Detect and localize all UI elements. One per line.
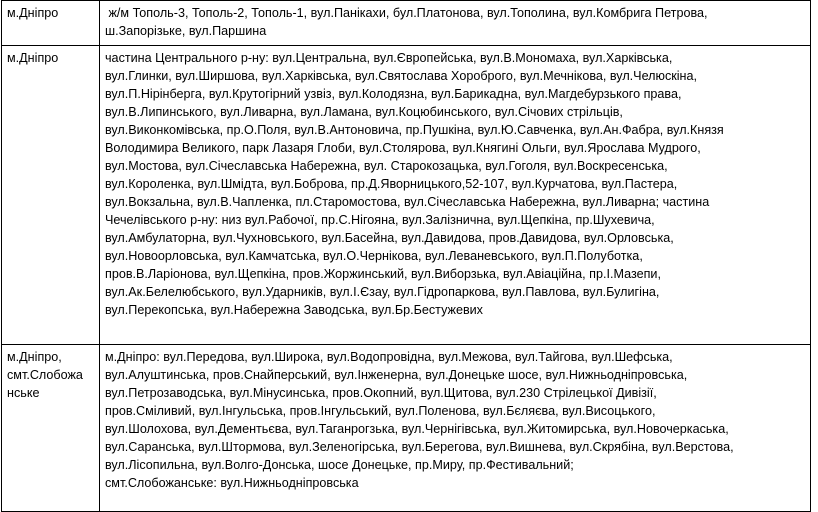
streets-line: вул.Новоорловська, вул.Камчатська, вул.О.Чернікова, вул.Леваневського, вул.П.Полуботка, [105, 249, 643, 263]
streets-table [1, 0, 811, 512]
streets-cell [100, 1, 811, 46]
city-cell [2, 46, 100, 345]
streets-line: вул.В.Липинського, вул.Ливарна, вул.Ламана, вул.Коцюбинського, вул.Січових стрільців, [105, 105, 623, 119]
streets-line: вул.П.Нірінберга, вул.Крутогірний узвіз, вул.Колодязна, вул.Барикадна, вул.Магдебурзького права, [105, 87, 682, 101]
city-cell [2, 345, 100, 512]
streets-line: Володимира Великого, парк Лазаря Глоби, вул.Столярова, вул.Княгині Ольги, вул.Ярослава Мудрого, [105, 141, 701, 155]
city-line: м.Дніпро, [7, 350, 62, 364]
streets-line: вул.Петрозаводська, вул.Мінусинська, пров.Окопний, вул.Щитова, вул.230 Стрілецької Дивізії, [105, 386, 657, 400]
streets-line: вул.Шолохова, вул.Дементьєва, вул.Таганрогзька, вул.Чернігівська, вул.Житомирська, вул.Новочеркаська, [105, 422, 729, 436]
city-line: м.Дніпро [7, 51, 59, 65]
city-line: смт.Слобожа [7, 368, 83, 382]
streets-line: м.Дніпро: вул.Передова, вул.Широка, вул.Водопровідна, вул.Межова, вул.Тайгова, вул.Шефська, [105, 350, 673, 364]
streets-line: вул.Короленка, вул.Шмідта, вул.Боброва, пр.Д.Яворницького,52-107, вул.Курчатова, вул.Пастера, [105, 177, 678, 191]
streets-line: вул.Амбулаторна, вул.Чухновського, вул.Басейна, вул.Давидова, пров.Давидова, вул.Орловська, [105, 231, 674, 245]
streets-cell [100, 46, 811, 345]
streets-line: вул.Виконкомівська, пр.О.Поля, вул.В.Антоновича, пр.Пушкіна, вул.Ю.Савченка, вул.Ан.Фабра, вул.Князя [105, 123, 724, 137]
streets-line: частина Центрального р-ну: вул.Центральна, вул.Європейська, вул.В.Мономаха, вул.Харківська, [105, 51, 673, 65]
city-line: м.Дніпро [7, 6, 59, 20]
city-cell [2, 1, 100, 46]
streets-line: пров.В.Ларіонова, вул.Щепкіна, пров.Жоржинський, вул.Виборзька, вул.Авіаційна, пр.І.Мазепи, [105, 267, 661, 281]
table-row [2, 1, 811, 46]
streets-line: пров.Сміливий, вул.Інгульська, пров.Інгульський, вул.Поленова, вул.Бєляєва, вул.Висоцького, [105, 404, 656, 418]
streets-line: вул.Саранська, вул.Штормова, вул.Зеленогірська, вул.Берегова, вул.Вишнева, вул.Скрябіна, вул.Верстова, [105, 440, 734, 454]
streets-line: вул.Ак.Белелюбського, вул.Ударників, вул.І.Єзау, вул.Гідропаркова, вул.Павлова, вул.Булигіна, [105, 285, 660, 299]
streets-line: ш.Запорізьке, вул.Паршина [105, 24, 267, 38]
streets-line: вул.Мостова, вул.Січеславська Набережна, вул. Старокозацька, вул.Гоголя, вул.Воскресенська, [105, 159, 668, 173]
streets-line: вул.Вокзальна, вул.В.Чапленка, пл.Старомостова, вул.Січеславська Набережна, вул.Ливарна; частина [105, 195, 710, 209]
streets-line: вул.Глинки, вул.Ширшова, вул.Харківська, вул.Святослава Хороброго, вул.Мечнікова, вул.Челюскіна, [105, 69, 698, 83]
table-row [2, 46, 811, 345]
streets-line: вул.Лісопильна, вул.Волго-Донська, шосе Донецьке, пр.Миру, пр.Фестивальний; [105, 458, 574, 472]
city-line: нське [7, 386, 40, 400]
streets-line: вул.Алуштинська, пров.Снайперський, вул.Інженерна, вул.Донецьке шосе, вул.Нижньодніпровська, [105, 368, 688, 382]
table-row [2, 345, 811, 512]
streets-line: ж/м Тополь-3, Тополь-2, Тополь-1, вул.Панікахи, бул.Платонова, вул.Тополина, вул.Комбрига Петрова, [105, 6, 708, 20]
streets-line: Чечелівського р-ну: низ вул.Рабочої, пр.С.Нігояна, вул.Залізнична, вул.Щепкіна, пр.Шухевича, [105, 213, 655, 227]
streets-line: смт.Слобожанське: вул.Нижньодніпровська [105, 476, 359, 490]
streets-line: вул.Перекопська, вул.Набережна Заводська, вул.Бр.Бестужевих [105, 303, 483, 317]
streets-cell [100, 345, 811, 512]
